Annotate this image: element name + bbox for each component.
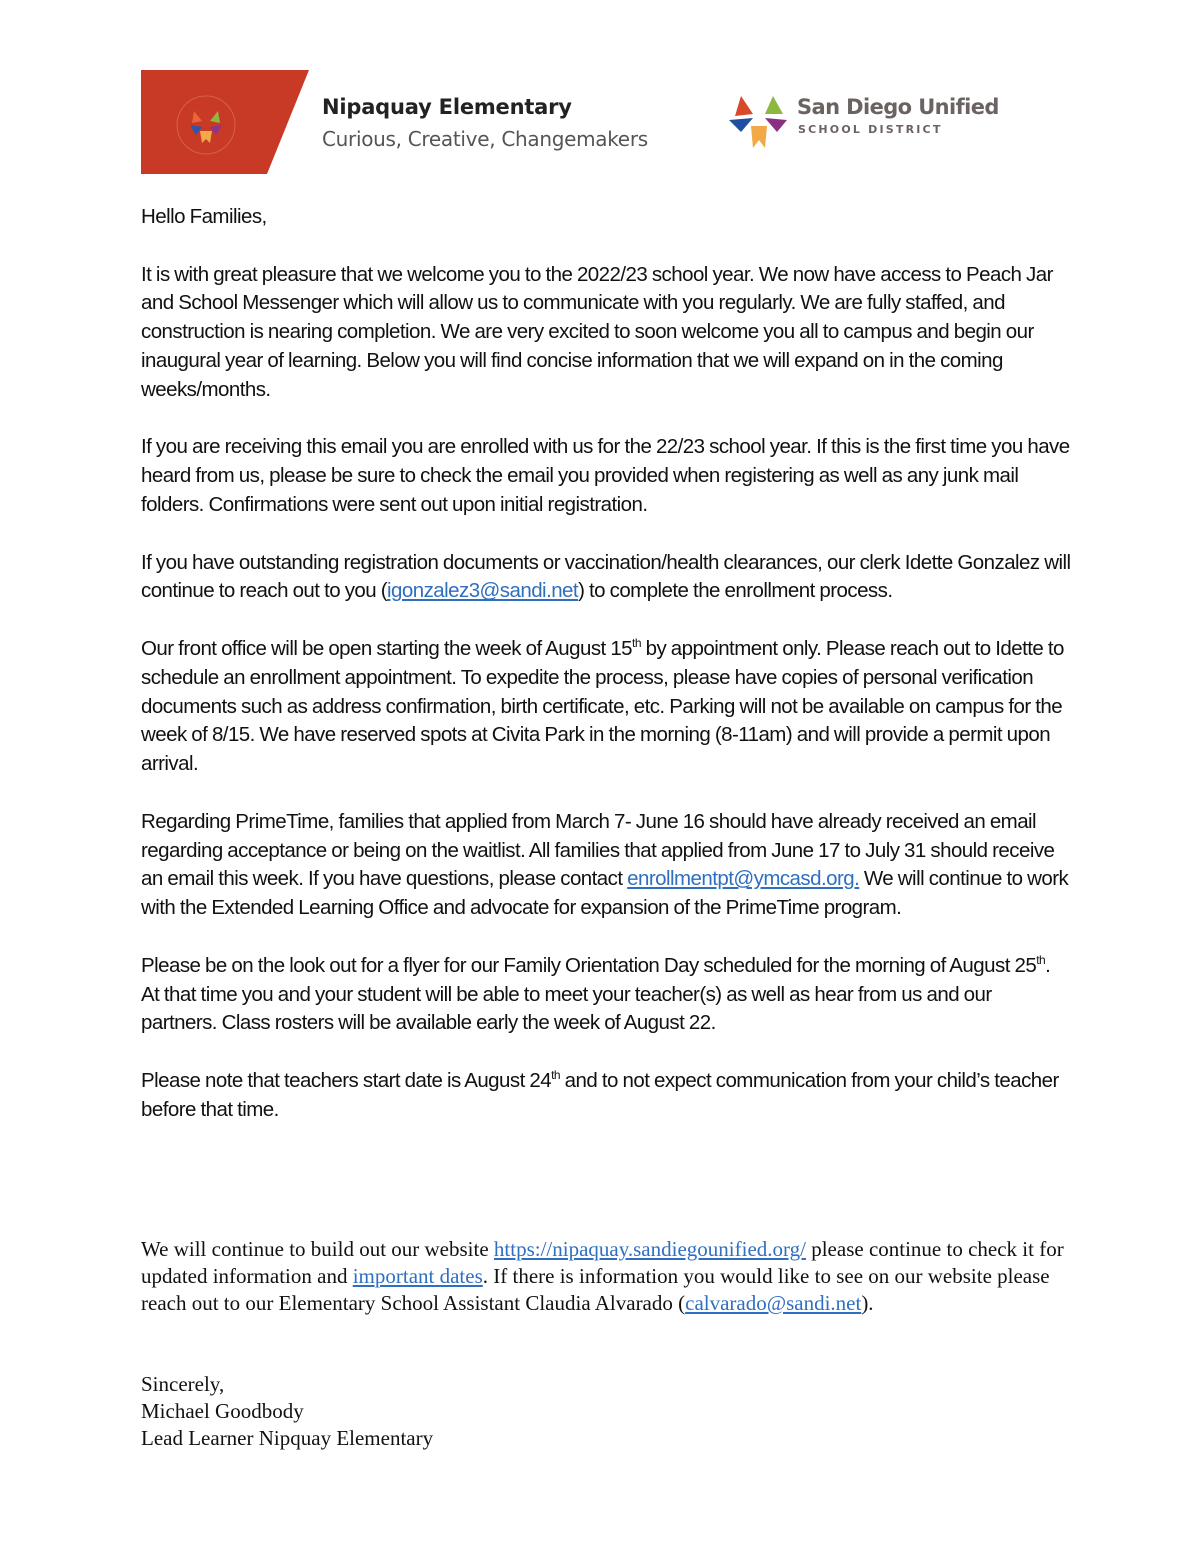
paragraph-teacher-start <box>141 1067 1071 1125</box>
text: We will continue to build out our website <box>141 1237 494 1261</box>
text: Please note that teachers start date is August 24 <box>141 1068 552 1092</box>
school-seal-icon <box>141 70 309 174</box>
paragraph-orientation <box>141 952 1071 1038</box>
paragraph-clearances <box>141 549 1071 607</box>
district-subtitle: SCHOOL DISTRICT <box>798 123 943 136</box>
text: If you have outstanding registration documents or vaccination/health clearances, our clerk Idette Gonzalez will continue to reach out to you ( <box>141 550 1071 603</box>
text: . If there is information you would like to see on our website please reach out to our Elementary School Assistant Claudia Alvarado ( <box>141 1264 1050 1315</box>
paragraph-website <box>141 1236 1071 1317</box>
text: . At that time you and your student will be able to meet your teacher(s) as well as hear from us and our partners. Class rosters will be available early the week of August 22. <box>141 953 1051 1035</box>
ordinal-suffix: th <box>1036 952 1046 967</box>
text: We will continue to work with the Extended Learning Office and advocate for expansion of the PrimeTime program. <box>141 867 1069 920</box>
paragraph-front-office <box>141 635 1071 779</box>
website-text <box>141 1236 1071 1317</box>
text: please continue to check it for updated information and <box>141 1237 1064 1288</box>
text: Our front office will be open starting the week of August 15 <box>141 636 633 660</box>
district-star-logo-icon <box>729 92 789 150</box>
signoff <box>141 1371 1071 1452</box>
text: ). <box>861 1291 874 1315</box>
signer-name: Michael Goodbody <box>141 1399 304 1423</box>
important-dates-link[interactable]: important dates <box>352 1264 483 1288</box>
primetime-email-link[interactable]: enrollmentpt@ymcasd.org. <box>627 867 860 891</box>
paragraph-welcome: It is with great pleasure that we welcome you to the 2022/23 school year. We now have access to Peach Jar and School Messenger which will allow us to communicate with you regularly. We are fully staffed, and construction is nearing completion. We are very excited to soon welcome you all to campus and begin our inaugural year of learning. Below you will find concise information that we will expand on in the coming weeks/months. <box>141 262 1053 401</box>
text: ) to complete the enrollment process. <box>578 579 893 603</box>
text: and to not expect communication from your child’s teacher before that time. <box>141 1068 1059 1121</box>
greeting: Hello Families, <box>141 205 267 228</box>
clerk-email-link[interactable]: igonzalez3@sandi.net <box>387 579 579 603</box>
signer-title: Lead Learner Nipquay Elementary <box>141 1426 434 1450</box>
district-name: San Diego Unified <box>797 95 999 119</box>
text: Regarding PrimeTime, families that applied from March 7- June 16 should have already received an email regarding acceptance or being on the waitlist. All families that applied from June 17 to July 31 should receive an email this week. If you have questions, please contact <box>141 809 1055 891</box>
text: Please be on the look out for a flyer for our Family Orientation Day scheduled for the morning of August 25 <box>141 953 1037 977</box>
website-link[interactable]: https://nipaquay.sandiegounified.org/ <box>493 1237 806 1261</box>
ordinal-suffix: th <box>632 636 641 651</box>
text: by appointment only. Please reach out to Idette to schedule an enrollment appointment. To expedite the process, please have copies of personal verification documents such as address confirmation, birth certificate, etc. Parking will not be available on campus for the week of 8/15. We have reserved spots at Civita Park in the morning (8-11am) and will provide a permit upon arrival. <box>141 636 1064 776</box>
school-tagline: Curious, Creative, Changemakers <box>322 127 648 151</box>
closing: Sincerely, <box>141 1372 225 1396</box>
paragraph-enrollment: If you are receiving this email you are enrolled with us for the 22/23 school year. If this is the first time you have heard from us, please be sure to check the email you provided when registering as well as any junk mail folders. Confirmations were sent out upon initial registration. <box>141 435 1070 516</box>
letter-body <box>141 203 1071 1153</box>
ordinal-suffix: th <box>551 1068 561 1083</box>
school-name: Nipaquay Elementary <box>322 95 572 119</box>
school-banner <box>141 70 309 174</box>
assistant-email-link[interactable]: calvarado@sandi.net <box>685 1291 862 1315</box>
paragraph-primetime <box>141 808 1071 923</box>
